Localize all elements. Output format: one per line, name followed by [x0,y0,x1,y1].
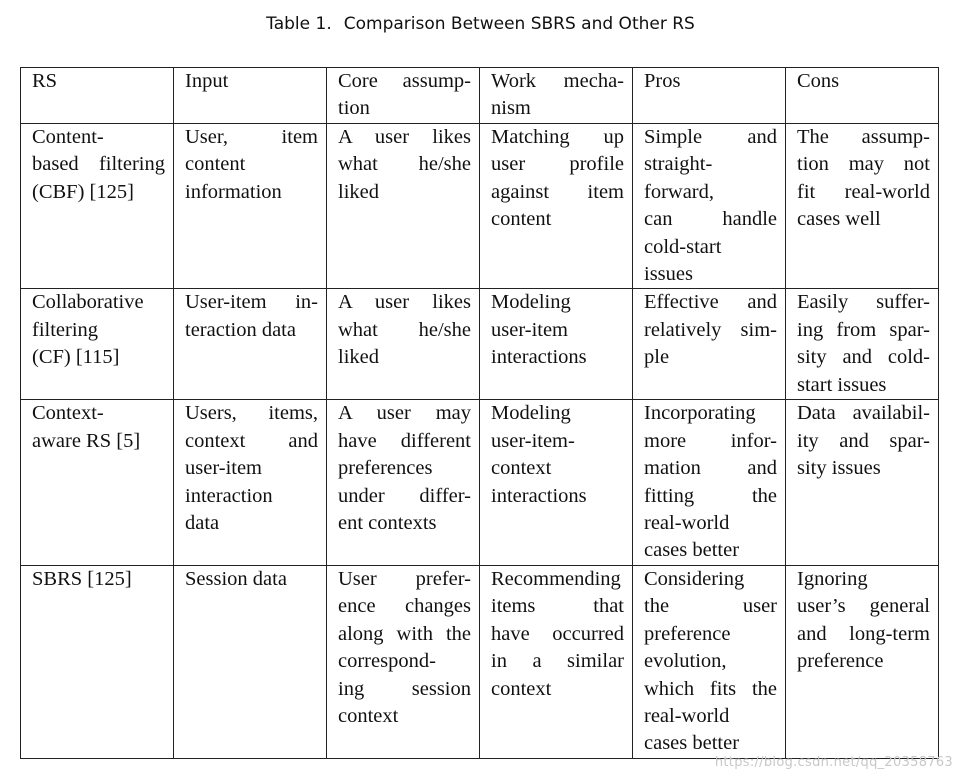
table-row-cbf [21,124,939,289]
table-row-sbrs [21,565,939,758]
header-rs: RS [21,68,174,124]
cell-sbrs-input: Session data [174,565,327,758]
watermark-url: https://blog.csdn.net/qq_20358763 [714,755,953,770]
cell-context-aware-rs: Context- aware RS [5] [21,400,174,565]
cell-sbrs-cons: Ignoring user’s general and long-term preference [786,565,939,758]
cell-cbf-pros: Simple and straight- forward, can handle cold-start issues [633,124,786,289]
table-number: Table 1. [266,14,332,34]
comparison-table [20,67,939,759]
table-caption [0,14,961,34]
cell-cbf-input: User, item content information [174,124,327,289]
header-cons: Cons [786,68,939,124]
cell-context-aware-input: Users, items, context and user-item interaction data [174,400,327,565]
header-input: Input [174,68,327,124]
header-core-assumption: Core assump- tion [327,68,480,124]
cell-cbf-core-assumption: A user likes what he/she liked [327,124,480,289]
cell-cf-input: User-item in- teraction data [174,289,327,400]
cell-context-aware-cons: Data availabil- ity and spar- sity issues [786,400,939,565]
cell-cf-cons: Easily suffer- ing from spar- sity and cold- start issues [786,289,939,400]
cell-cf-rs: Collaborative filtering (CF) [115] [21,289,174,400]
table-body [21,124,939,759]
cell-cbf-cons: The assump- tion may not fit real-world cases well [786,124,939,289]
cell-sbrs-core-assumption: User prefer- ence changes along with the correspond- ing session context [327,565,480,758]
cell-context-aware-core-assumption: A user may have different preferences under differ- ent contexts [327,400,480,565]
cell-cf-core-assumption: A user likes what he/she liked [327,289,480,400]
cell-sbrs-pros: Considering the user preference evolution, which fits the real-world cases better [633,565,786,758]
table-row-context-aware [21,400,939,565]
table-title: Comparison Between SBRS and Other RS [343,14,695,34]
table-header-row [21,68,939,124]
cell-context-aware-work-mechanism: Modeling user-item- context interactions [480,400,633,565]
header-work-mechanism: Work mecha- nism [480,68,633,124]
cell-sbrs-work-mechanism: Recommending items that have occurred in a similar context [480,565,633,758]
cell-cbf-rs: Content- based filtering (CBF) [125] [21,124,174,289]
table-row-cf [21,289,939,400]
cell-sbrs-rs: SBRS [125] [21,565,174,758]
cell-cf-pros: Effective and relatively sim- ple [633,289,786,400]
cell-context-aware-pros: Incorporating more infor- mation and fitting the real-world cases better [633,400,786,565]
cell-cf-work-mechanism: Modeling user-item interactions [480,289,633,400]
header-pros: Pros [633,68,786,124]
cell-cbf-work-mechanism: Matching up user profile against item content [480,124,633,289]
